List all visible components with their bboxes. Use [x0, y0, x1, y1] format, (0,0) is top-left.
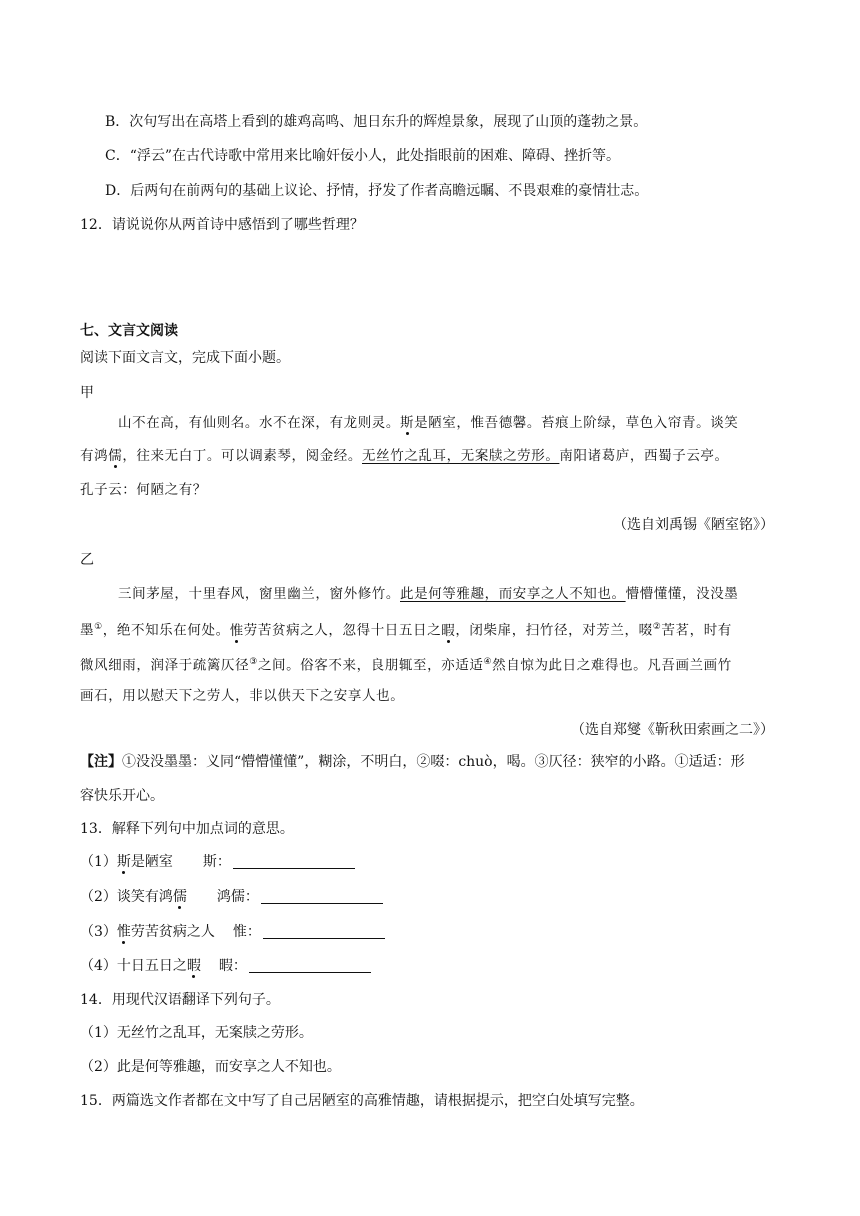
- underlined-sentence: 此是何等雅趣，而安享之人不知也。: [400, 586, 626, 602]
- answer-blank[interactable]: [263, 924, 385, 939]
- dotted-word: 斯: [400, 415, 415, 431]
- underlined-sentence: 无丝竹之乱耳，无案牍之劳形。: [362, 448, 560, 464]
- question-12: 12．请说说你从两首诗中感悟到了哪些哲理？: [80, 217, 364, 233]
- answer-blank[interactable]: [261, 889, 383, 904]
- question-13: 13．解释下列句中加点词的意思。: [80, 821, 294, 837]
- answer-blank[interactable]: [249, 958, 371, 973]
- passage-b-line-3: 微风细雨，润泽于疏篱仄径③之间。俗客不来，良朋辄至，亦适适④然自惊为此日之难得也。凡吾画兰画竹: [80, 657, 732, 674]
- passage-a-line-2: 有鸿儒，往来无白丁。可以调素琴，阅金经。无丝竹之乱耳，无案牍之劳形。南阳诸葛庐，西蜀子云亭。: [80, 448, 729, 464]
- question-14: 14．用现代汉语翻译下列句子。: [80, 992, 280, 1008]
- passage-a-line-3: 孔子云：何陋之有？: [80, 482, 207, 498]
- q14-sentence-1: （1）无丝竹之乱耳，无案牍之劳形。: [80, 1025, 313, 1041]
- section-7-instruction: 阅读下面文言文，完成下面小题。: [80, 350, 290, 366]
- dotted-word: 儒: [108, 448, 123, 464]
- passage-a-line-1: 山不在高，有仙则名。水不在深，有龙则灵。斯是陋室，惟吾德馨。苔痕上阶绿，草色入帘青。谈笑: [118, 415, 739, 431]
- passage-b-label: 乙: [80, 552, 94, 568]
- passage-a-source: （选自刘禹锡《陋室铭》）: [613, 517, 774, 533]
- passage-b-line-2: 墨①，绝不知乐在何处。惟劳苦贫病之人，忽得十日五日之暇，闭柴扉，扫竹径，对芳兰，啜②苦茗，时有: [80, 622, 732, 639]
- note-line-2: 容快乐开心。: [80, 788, 164, 804]
- note-line-1: 【注】①没没墨墨：义同“懵懵懂懂”，糊涂，不明白，②啜：chuò，喝。③仄径：狭窄的小路。①适适：形: [80, 754, 745, 770]
- dotted-word: 暇: [186, 958, 201, 974]
- q13-item-4: （4）十日五日之暇 暇：: [80, 956, 790, 976]
- answer-blank[interactable]: [233, 854, 355, 869]
- passage-b-line-4: 画石，用以慰天下之劳人，非以供天下之安享人也。: [80, 688, 405, 704]
- q13-item-1: （1）斯是陋室 斯：: [80, 852, 790, 872]
- question-15: 15．两篇选文作者都在文中写了自己居陋室的高雅情趣，请根据提示，把空白处填写完整。: [80, 1093, 644, 1109]
- dotted-word: 儒: [172, 889, 187, 905]
- dotted-word: 惟: [229, 622, 244, 639]
- passage-b-line-1: 三间茅屋，十里春风，窗里幽兰，窗外修竹。此是何等雅趣，而安享之人不知也。懵懵懂懂，没没墨: [118, 586, 739, 602]
- q11-option-c: C．“浮云”在古代诗歌中常用来比喻奸佞小人，此处指眼前的困难、障碍、挫折等。: [105, 148, 621, 164]
- note-label: 【注】: [80, 754, 122, 770]
- q11-option-b: B．次句写出在高塔上看到的雄鸡高鸣、旭日东升的辉煌景象，展现了山顶的蓬勃之景。: [105, 114, 648, 130]
- passage-b-source: （选自郑燮《靳秋田索画之二》）: [571, 722, 774, 738]
- q11-option-d: D．后两句在前两句的基础上议论、抒情，抒发了作者高瞻远瞩、不畏艰难的豪情壮志。: [105, 183, 649, 199]
- section-7-title: 七、文言文阅读: [80, 323, 178, 339]
- q13-item-3: （3）惟劳苦贫病之人 惟：: [80, 922, 790, 942]
- q14-sentence-2: （2）此是何等雅趣，而安享之人不知也。: [80, 1059, 341, 1075]
- dotted-word: 斯: [116, 854, 131, 870]
- dotted-word: 惟: [116, 924, 131, 940]
- dotted-word: 暇: [441, 622, 456, 639]
- passage-a-label: 甲: [80, 385, 94, 401]
- q13-item-2: （2）谈笑有鸿儒 鸿儒：: [80, 887, 790, 907]
